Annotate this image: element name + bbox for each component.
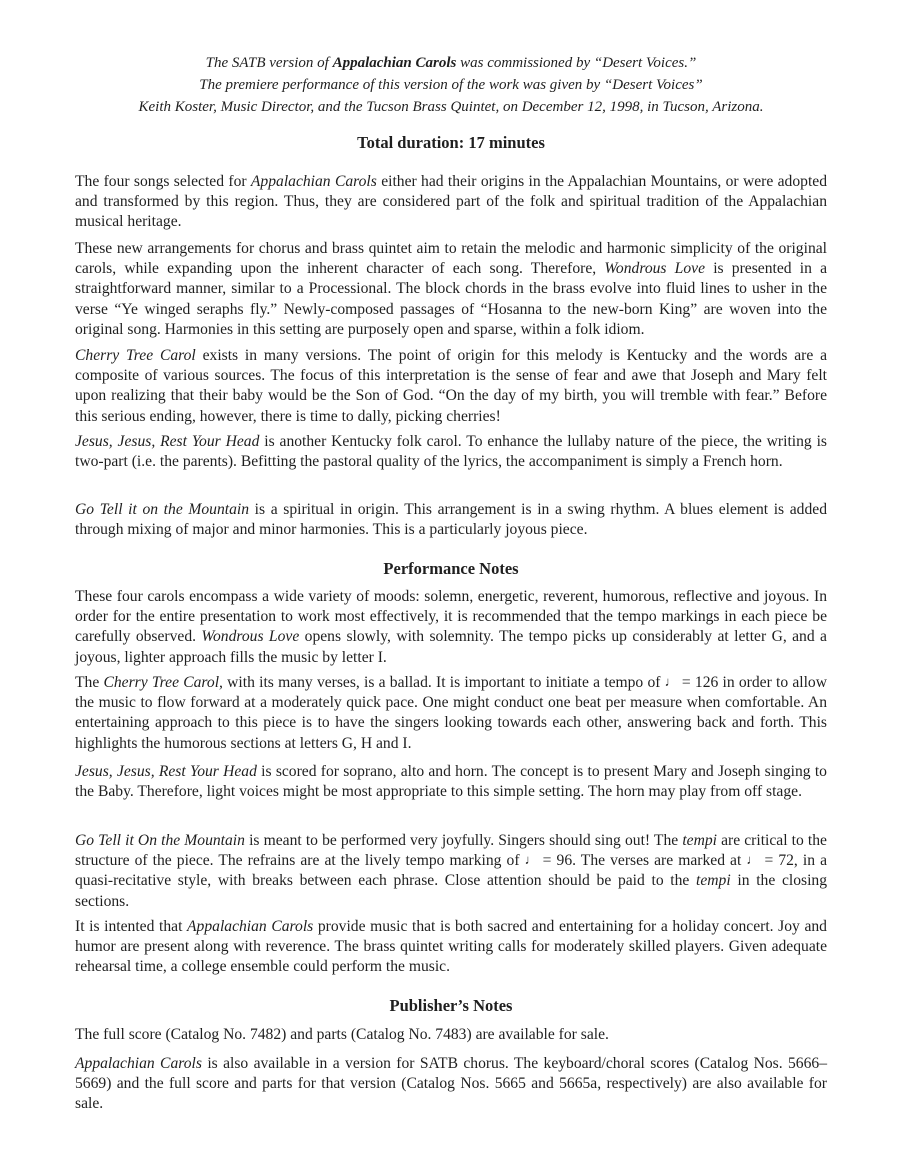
performance-paragraph-4: Go Tell it On the Mountain is meant to be performed very joyfully. Singers should sing out! The tempi are critical to the structure of the piece. The refrains are at the lively tempo marking of ♩ = 96. The verses are marked at ♩ = 72, in a quasi-recitative style, with breaks between each phrase. Close attention should be paid to the tempi in the closing sections. (75, 832, 827, 910)
quarter-note-icon: ♩ (524, 852, 538, 868)
duration-heading: Total duration: 17 minutes (357, 133, 545, 152)
quarter-note-icon: ♩ (746, 852, 760, 868)
premiere-line: The premiere performance of this version of the work was given by “Desert Voices” (199, 77, 703, 93)
program-paragraph-5: Go Tell it on the Mountain is a spiritual in origin. This arrangement is in a swing rhythm. A blues element is added through mixing of major and minor harmonies. This is a particularly joyous piece. (75, 501, 827, 539)
program-paragraph-3: Cherry Tree Carol exists in many versions. The point of origin for this melody is Kentucky and the words are a composite of various sources. The focus of this interpretation is the sense of fear and awe that Joseph and Mary felt upon realizing that their baby would be the Son of God. “On the day of my birth, you will tremble with fear.” Before this serious ending, however, there is time to dally, picking cherries! (75, 347, 828, 425)
work-title: Appalachian Carols (332, 55, 457, 71)
performance-paragraph-1: These four carols encompass a wide variety of moods: solemn, energetic, reverent, humorous, reflective and joyous. In order for the entire presentation to work most effectively, it is recommended that the tempo markings in each piece be carefully observed. Wondrous Love opens slowly, with solemnity. The tempo picks up considerably at letter G, and a joyous, lighter approach fills the music by letter I. (75, 588, 827, 666)
publishers-notes-heading: Publisher’s Notes (389, 996, 513, 1015)
program-paragraph-4: Jesus, Jesus, Rest Your Head is another Kentucky folk carol. To enhance the lullaby nature of the piece, the writing is two-part (i.e. the parents). Befitting the pastoral quality of the lyrics, the accompaniment is simply a French horn. (75, 433, 827, 471)
program-paragraph-1: The four songs selected for Appalachian Carols either had their origins in the Appalachian Mountains, or were adopted and transformed by this region. Thus, they are considered part of the folk and spiritual tradition of the Appalachian musical heritage. (75, 173, 827, 231)
performance-paragraph-5: It is intented that Appalachian Carols provide music that is both sacred and entertaining for a holiday concert. Joy and humor are present along with reverence. The brass quintet writing calls for moderately skilled players. Given adequate rehearsal time, a college ensemble could perform the music. (75, 918, 827, 976)
performance-notes-heading: Performance Notes (383, 559, 519, 578)
publisher-paragraph-2: Appalachian Carols is also available in a version for SATB chorus. The keyboard/choral scores (Catalog Nos. 5666–5669) and the full score and parts for that version (Catalog Nos. 5665 and 5665a, respectively) are also available for sale. (75, 1055, 827, 1113)
commission-line: The SATB version of Appalachian Carols was commissioned by “Desert Voices.” (205, 55, 697, 71)
commission-credits (75, 52, 827, 118)
program-paragraph-2: These new arrangements for chorus and brass quintet aim to retain the melodic and harmonic simplicity of the original carols, while expanding upon the inherent character of each song. Therefore, Wondrous Love is presented in a straightforward manner, similar to a Processional. The block chords in the brass evolve into fluid lines to usher in the verse “Ye winged seraphs fly.” Newly-composed passages of “Hosanna to the new-born King” are woven into the original song. Harmonies in this setting are purposely open and sparse, within a folk idiom. (75, 240, 828, 338)
performers-line: Keith Koster, Music Director, and the Tucson Brass Quintet, on December 12, 1998, in Tucson, Arizona. (138, 99, 764, 115)
performance-paragraph-2: The Cherry Tree Carol, with its many verses, is a ballad. It is important to initiate a tempo of ♩ = 126 in order to allow the music to flow forward at a moderately quick pace. One might conduct one beat per measure when comfortable. An entertaining approach to this piece is to have the singers looking towards each other, answering back and forth. This highlights the humorous sections at letters G, H and I. (75, 674, 827, 752)
quarter-note-icon: ♩ (664, 674, 678, 689)
performance-paragraph-3: Jesus, Jesus, Rest Your Head is scored for soprano, alto and horn. The concept is to present Mary and Joseph singing to the Baby. Therefore, light voices might be most appropriate to this simple setting. The horn may play from off stage. (75, 763, 827, 801)
publisher-paragraph-1: The full score (Catalog No. 7482) and parts (Catalog No. 7483) are available for sale. (75, 1026, 609, 1043)
